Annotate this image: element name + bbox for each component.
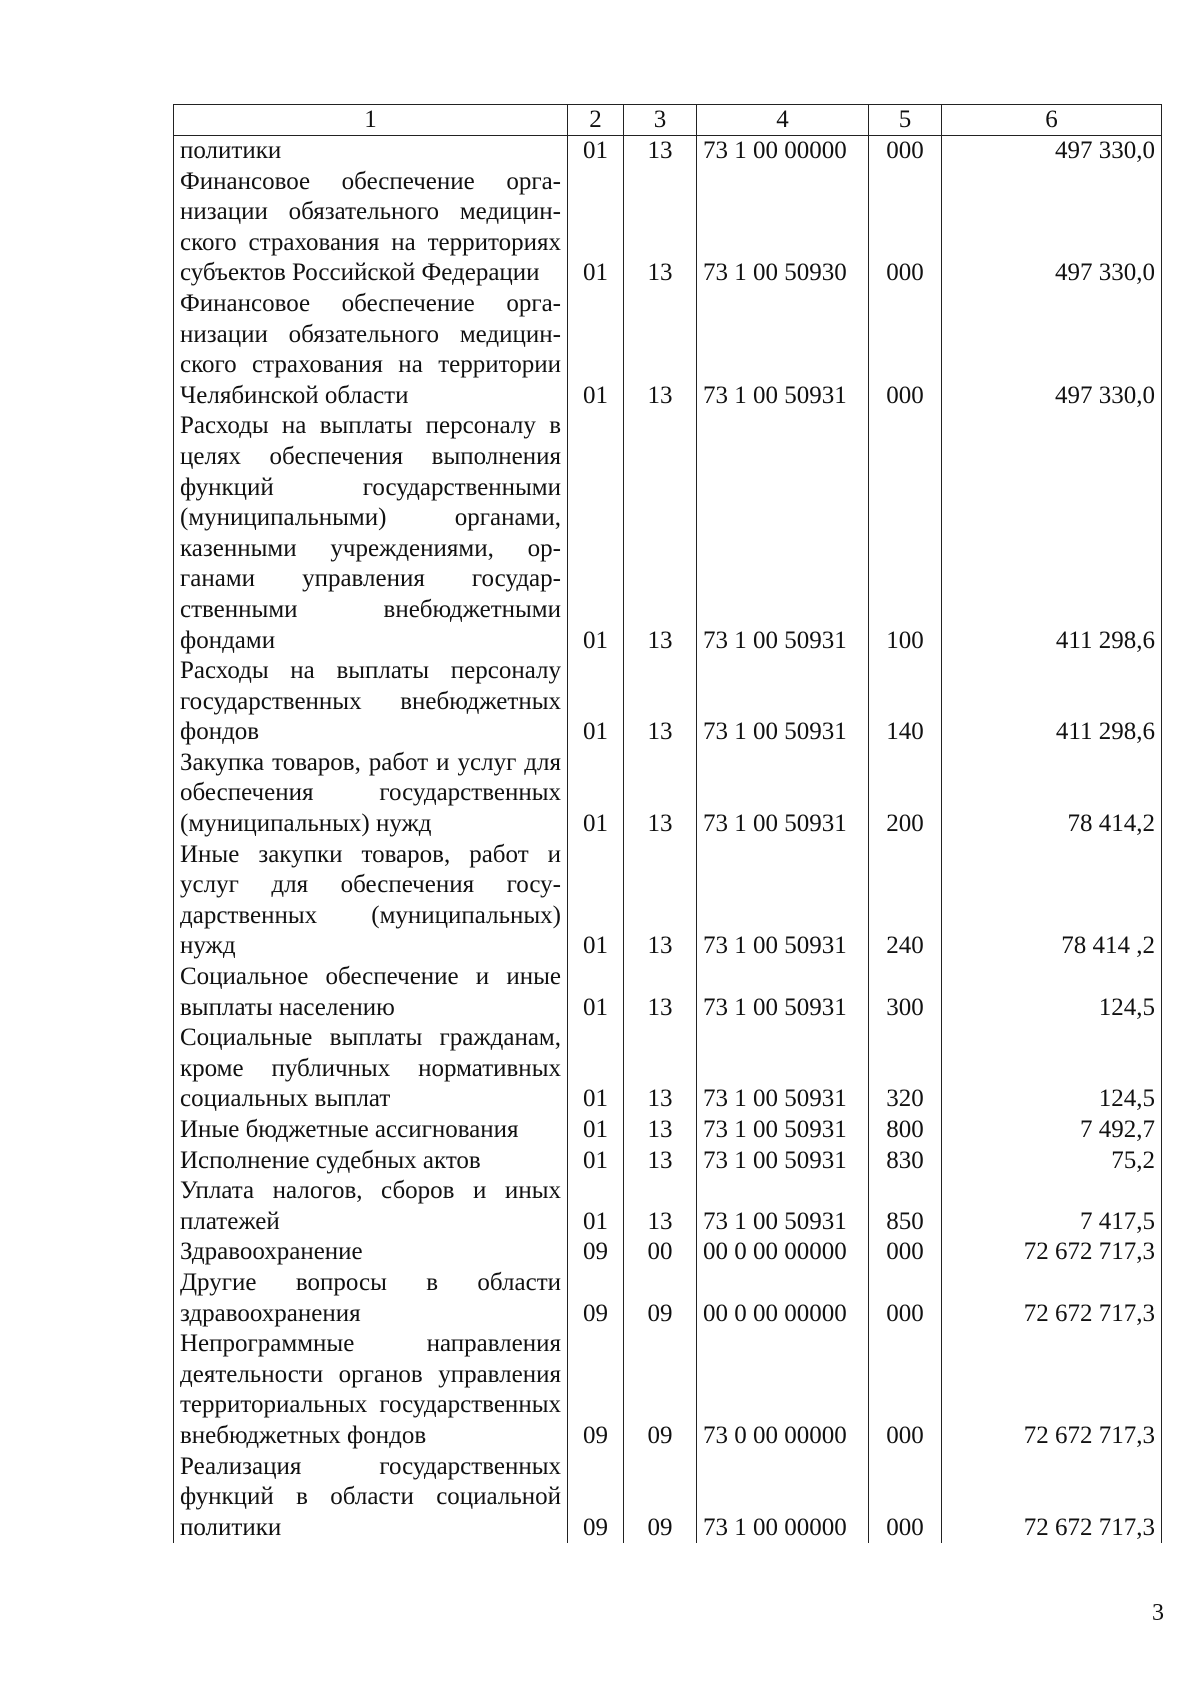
row-expense-type: 830 [869, 1146, 942, 1177]
row-target-code: 73 1 00 50931 [697, 1146, 869, 1177]
row-expense-type: 240 [869, 840, 942, 962]
row-name: Здравоохранение [174, 1237, 568, 1268]
row-name: политики [174, 136, 568, 167]
row-name: Другие вопросы в области здравоохранения [174, 1268, 568, 1329]
row-expense-type: 300 [869, 962, 942, 1023]
row-name: Финансовое обеспечение организации обязательного медицинского страхования на территории Челябинской области [174, 289, 568, 411]
row-expense-type: 850 [869, 1176, 942, 1237]
header-col-2: 2 [568, 105, 624, 136]
row-amount: 497 330,0 [942, 289, 1162, 411]
row-expense-type: 000 [869, 1268, 942, 1329]
row-target-code: 00 0 00 00000 [697, 1237, 869, 1268]
header-col-1: 1 [174, 105, 568, 136]
row-target-code: 73 1 00 50931 [697, 1115, 869, 1146]
row-subsection: 13 [624, 962, 697, 1023]
row-section: 01 [568, 840, 624, 962]
row-subsection: 13 [624, 1176, 697, 1237]
row-name: Финансовое обеспечение организации обязательного медицинского страхования на территориях субъектов Российской Федерации [174, 167, 568, 289]
row-name: Иные бюджетные ассигнования [174, 1115, 568, 1146]
row-name: Реализация государственных функций в области социальной политики [174, 1452, 568, 1544]
row-section: 01 [568, 1115, 624, 1146]
row-subsection: 13 [624, 748, 697, 840]
table-row [174, 1176, 1162, 1237]
row-amount: 7 417,5 [942, 1176, 1162, 1237]
budget-table [173, 104, 1162, 1543]
row-target-code: 73 1 00 50931 [697, 411, 869, 656]
row-subsection: 09 [624, 1329, 697, 1451]
row-target-code: 00 0 00 00000 [697, 1268, 869, 1329]
row-expense-type: 100 [869, 411, 942, 656]
row-name: Непрограммные направления деятельности органов управления территориальных государственных внебюджетных фондов [174, 1329, 568, 1451]
row-amount: 497 330,0 [942, 136, 1162, 167]
row-section: 01 [568, 1176, 624, 1237]
page-number: 3 [1152, 1600, 1164, 1626]
row-section: 01 [568, 1023, 624, 1115]
row-expense-type: 000 [869, 167, 942, 289]
row-section: 01 [568, 656, 624, 748]
table-row [174, 1268, 1162, 1329]
row-amount: 497 330,0 [942, 167, 1162, 289]
row-amount: 78 414,2 [942, 748, 1162, 840]
row-subsection: 13 [624, 1115, 697, 1146]
row-expense-type: 320 [869, 1023, 942, 1115]
row-expense-type: 800 [869, 1115, 942, 1146]
row-amount: 72 672 717,3 [942, 1237, 1162, 1268]
row-target-code: 73 1 00 50931 [697, 1023, 869, 1115]
row-amount: 7 492,7 [942, 1115, 1162, 1146]
row-target-code: 73 1 00 50931 [697, 1176, 869, 1237]
table-row [174, 1146, 1162, 1177]
row-expense-type: 000 [869, 1237, 942, 1268]
row-subsection: 13 [624, 167, 697, 289]
row-name: Уплата налогов, сборов и иных платежей [174, 1176, 568, 1237]
table-row [174, 136, 1162, 167]
row-subsection: 13 [624, 840, 697, 962]
row-subsection: 13 [624, 136, 697, 167]
header-col-4: 4 [697, 105, 869, 136]
table-row [174, 748, 1162, 840]
row-section: 09 [568, 1329, 624, 1451]
header-col-3: 3 [624, 105, 697, 136]
table-row [174, 1452, 1162, 1544]
row-name: Расходы на выплаты персоналу в целях обеспечения выполнения функций государственными (муниципальными) органами, казенными учреждениями, органами управления государственными внебюджетными фондами [174, 411, 568, 656]
row-subsection: 13 [624, 1023, 697, 1115]
row-name: Расходы на выплаты персоналу государственных внебюджетных фондов [174, 656, 568, 748]
row-subsection: 13 [624, 1146, 697, 1177]
header-row [174, 105, 1162, 136]
table-row [174, 411, 1162, 656]
row-section: 01 [568, 167, 624, 289]
row-target-code: 73 1 00 50931 [697, 962, 869, 1023]
row-target-code: 73 1 00 50930 [697, 167, 869, 289]
row-name: Закупка товаров, работ и услуг для обеспечения государственных (муниципальных) нужд [174, 748, 568, 840]
row-expense-type: 000 [869, 289, 942, 411]
header-col-5: 5 [869, 105, 942, 136]
row-amount: 72 672 717,3 [942, 1329, 1162, 1451]
row-subsection: 00 [624, 1237, 697, 1268]
row-amount: 411 298,6 [942, 411, 1162, 656]
row-amount: 124,5 [942, 962, 1162, 1023]
table-row [174, 656, 1162, 748]
row-target-code: 73 1 00 50931 [697, 840, 869, 962]
row-name: Иные закупки товаров, работ и услуг для обеспечения государственных (муниципальных) нужд [174, 840, 568, 962]
row-target-code: 73 1 00 50931 [697, 656, 869, 748]
budget-table-container [173, 104, 1161, 1543]
header-col-6: 6 [942, 105, 1162, 136]
table-row [174, 289, 1162, 411]
row-amount: 72 672 717,3 [942, 1268, 1162, 1329]
table-row [174, 840, 1162, 962]
row-section: 01 [568, 136, 624, 167]
row-section: 01 [568, 1146, 624, 1177]
row-amount: 72 672 717,3 [942, 1452, 1162, 1544]
table-row [174, 167, 1162, 289]
row-expense-type: 000 [869, 136, 942, 167]
row-section: 09 [568, 1452, 624, 1544]
table-body [174, 136, 1162, 1544]
row-target-code: 73 1 00 50931 [697, 289, 869, 411]
row-target-code: 73 1 00 00000 [697, 1452, 869, 1544]
row-section: 09 [568, 1237, 624, 1268]
table-row [174, 1115, 1162, 1146]
row-section: 09 [568, 1268, 624, 1329]
row-expense-type: 000 [869, 1329, 942, 1451]
row-name: Социальные выплаты гражданам, кроме публичных нормативных социальных выплат [174, 1023, 568, 1115]
table-row [174, 1023, 1162, 1115]
row-name: Социальное обеспечение и иные выплаты населению [174, 962, 568, 1023]
row-amount: 124,5 [942, 1023, 1162, 1115]
row-target-code: 73 1 00 50931 [697, 748, 869, 840]
row-amount: 411 298,6 [942, 656, 1162, 748]
row-expense-type: 200 [869, 748, 942, 840]
table-row [174, 1237, 1162, 1268]
table-row [174, 962, 1162, 1023]
row-target-code: 73 1 00 00000 [697, 136, 869, 167]
row-expense-type: 000 [869, 1452, 942, 1544]
table-header [174, 105, 1162, 136]
row-section: 01 [568, 962, 624, 1023]
table-row [174, 1329, 1162, 1451]
row-subsection: 09 [624, 1452, 697, 1544]
row-subsection: 13 [624, 656, 697, 748]
row-target-code: 73 0 00 00000 [697, 1329, 869, 1451]
row-expense-type: 140 [869, 656, 942, 748]
row-section: 01 [568, 289, 624, 411]
row-subsection: 09 [624, 1268, 697, 1329]
row-amount: 75,2 [942, 1146, 1162, 1177]
row-subsection: 13 [624, 289, 697, 411]
row-section: 01 [568, 411, 624, 656]
row-name: Исполнение судебных актов [174, 1146, 568, 1177]
row-amount: 78 414 ,2 [942, 840, 1162, 962]
row-subsection: 13 [624, 411, 697, 656]
row-section: 01 [568, 748, 624, 840]
